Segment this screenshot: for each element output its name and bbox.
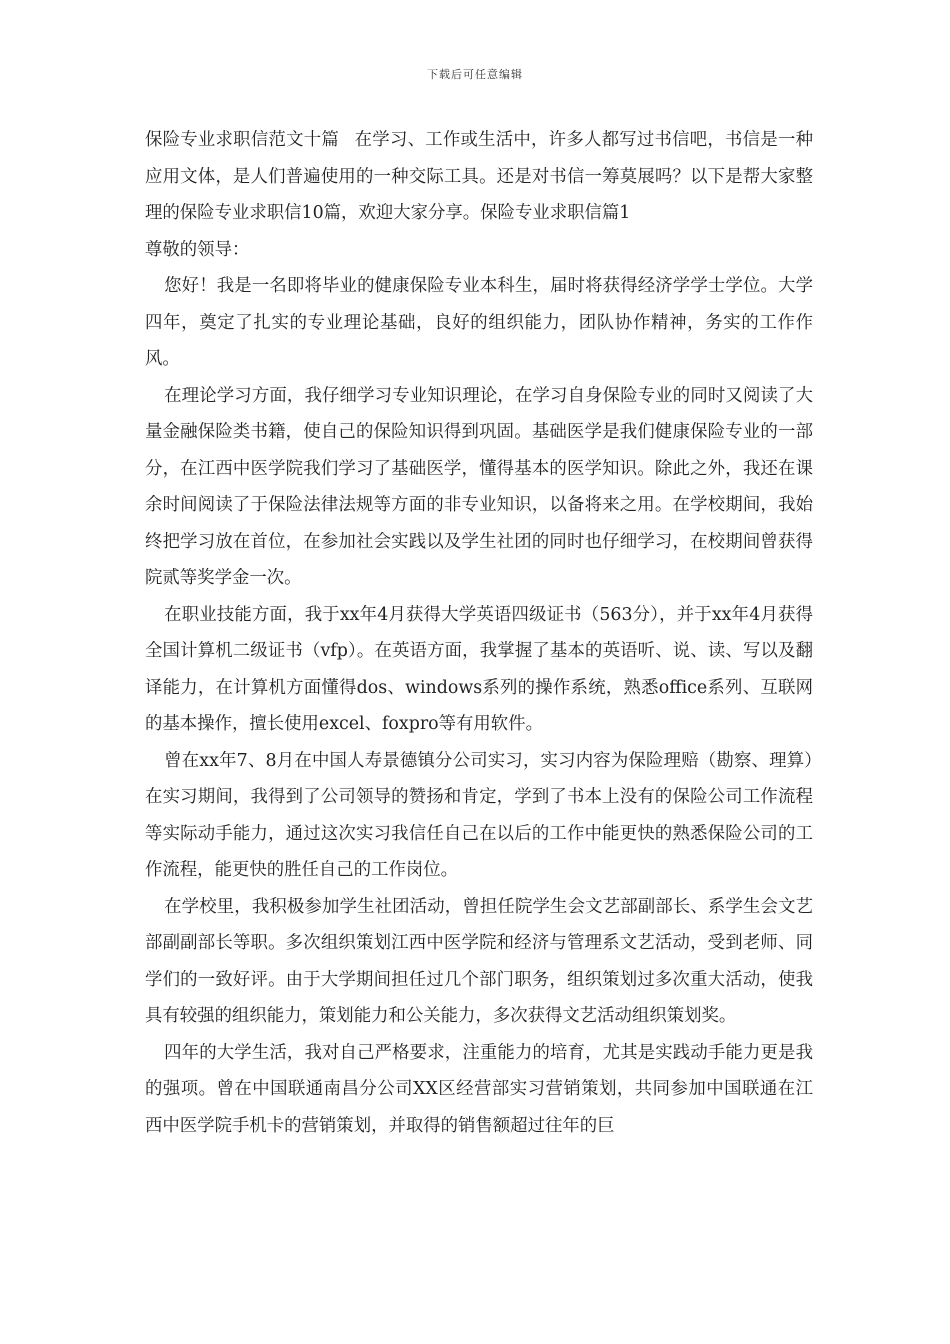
salutation: 尊敬的领导： — [145, 239, 250, 260]
body-paragraph-2: 在理论学习方面，我仔细学习专业知识理论，在学习自身保险专业的同时又阅读了大量金融保险类书籍，使自己的保险知识得到巩固。基础医学是我们健康保险专业的一部分，在江西中医学院我们学习了基础医学，懂得基本的医学知识。除此之外，我还在课余时间阅读了于保险法律法规等方面的非专业知识，以备将来之用。在学校期间，我始终把学习放在首位，在参加社会实践以及学生社团的同时也仔细学习，在校期间曾获得院贰等奖学金一次。 — [145, 385, 813, 588]
body-paragraph-1: 您好！我是一名即将毕业的健康保险专业本科生，届时将获得经济学学士学位。大学四年，奠定了扎实的专业理论基础，良好的组织能力，团队协作精神，务实的工作作风。 — [145, 276, 813, 369]
body-paragraph-3: 在职业技能方面，我于xx年4月获得大学英语四级证书（563分），并于xx年4月获得全国计算机二级证书（vfp）。在英语方面，我掌握了基本的英语听、说、读、写以及翻译能力，在计算机方面懂得dos、windows系列的操作系统，熟悉office系列、互联网的基本操作，擅长使用excel、foxpro等有用软件。 — [145, 604, 813, 734]
intro-paragraph — [145, 122, 813, 232]
document-body — [145, 122, 813, 1144]
body-paragraph-6: 四年的大学生活，我对自己严格要求，注重能力的培育，尤其是实践动手能力更是我的强项。曾在中国联通南昌分公司XX区经营部实习营销策划，共同参加中国联通在江西中医学院手机卡的营销策划，并取得的销售额超过往年的巨 — [145, 1042, 813, 1136]
body-paragraph-4: 曾在xx年7、8月在中国人寿景德镇分公司实习，实习内容为保险理赔（勘察、理算）在实习期间，我得到了公司领导的赞扬和肯定，学到了书本上没有的保险公司工作流程等实际动手能力，通过这次实习我信任自己在以后的工作中能更快的熟悉保险公司的工作流程，能更快的胜任自己的工作岗位。 — [145, 750, 813, 880]
document-title: 保险专业求职信范文十篇 — [145, 130, 340, 150]
body-paragraph-5: 在学校里，我积极参加学生社团活动，曾担任院学生会文艺部副部长、系学生会文艺部副副部长等职。多次组织策划江西中医学院和经济与管理系文艺活动，受到老师、同学们的一致好评。由于大学期间担任过几个部门职务，组织策划过多次重大活动，使我具有较强的组织能力，策划能力和公关能力，多次获得文艺活动组织策划奖。 — [145, 896, 813, 1026]
header-note: 下载后可任意编辑 — [427, 68, 523, 81]
intro-text: 在学习、工作或生活中，许多人都写过书信吧，书信是一种应用文体，是人们普遍使用的一种交际工具。还是对书信一筹莫展吗？以下是帮大家整理的保险专业求职信10篇，欢迎大家分享。保险专业求职信篇1 — [145, 130, 813, 223]
